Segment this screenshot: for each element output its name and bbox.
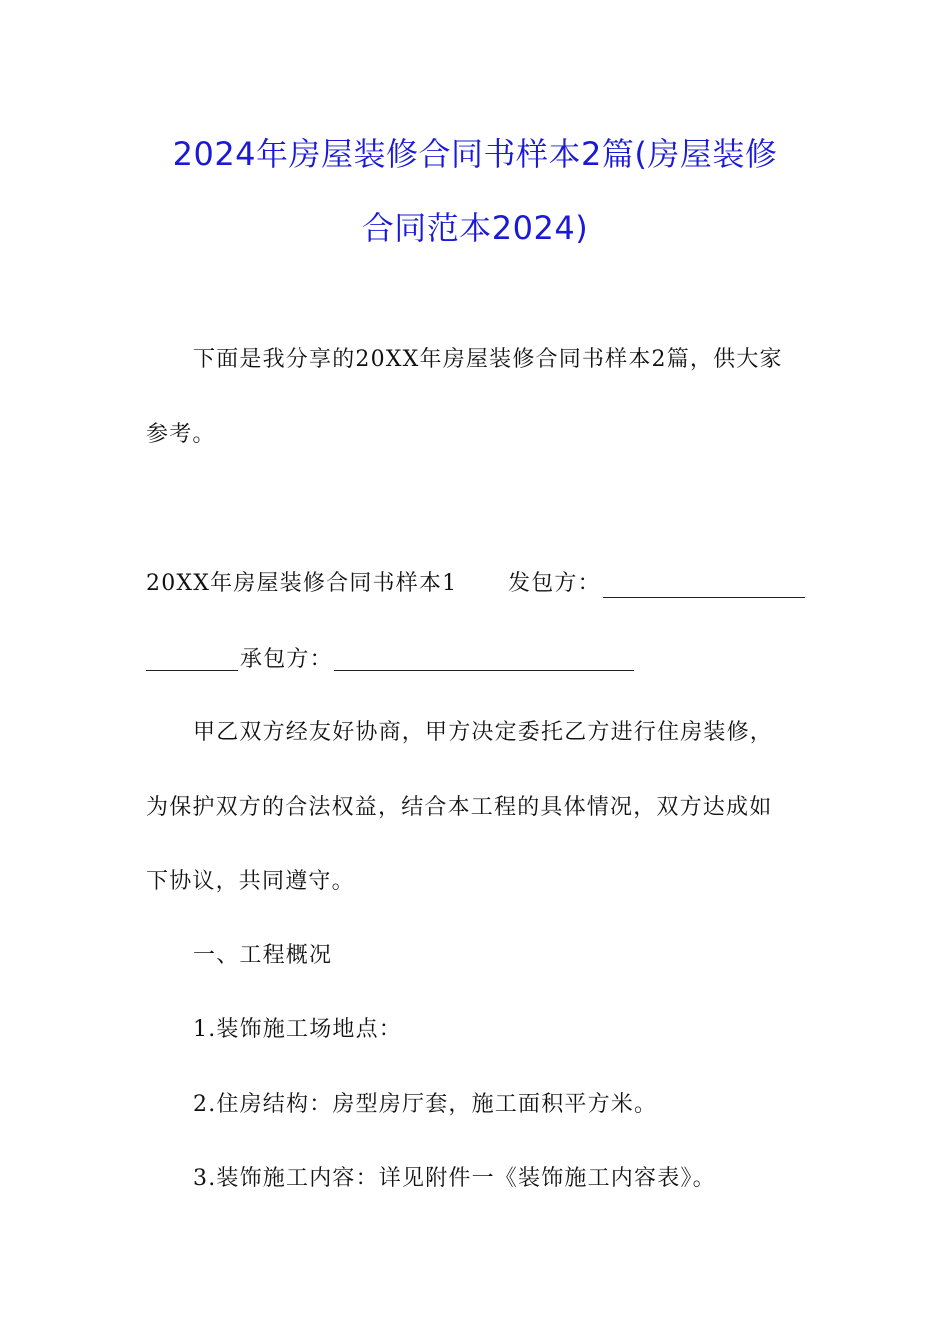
contractor-label: 承包方： [240, 647, 333, 672]
contractor-blank-line [334, 650, 634, 671]
employer-blank-line [603, 577, 805, 598]
intro-line-2: 参考。 [146, 422, 216, 447]
agreement-paragraph-line-3: 下协议，共同遵守。 [146, 869, 355, 894]
employer-blank-line-continued [146, 650, 238, 671]
document-title-line-2: 合同范本2024) [361, 209, 589, 247]
section1-item-2: 2.住房结构：房型房厅套，施工面积平方米。 [193, 1092, 658, 1117]
sample1-heading: 20XX年房屋装修合同书样本1 [146, 571, 458, 596]
section1-item-3: 3.装饰施工内容：详见附件一《装饰施工内容表》。 [193, 1166, 716, 1191]
employer-label: 发包方： [508, 571, 601, 596]
agreement-paragraph-line-1: 甲乙双方经友好协商，甲方决定委托乙方进行住房装修， [193, 720, 774, 745]
section1-item-1: 1.装饰施工场地点： [193, 1017, 402, 1042]
agreement-paragraph-line-2: 为保护双方的合法权益，结合本工程的具体情况，双方达成如 [146, 795, 773, 820]
document-title-line-1: 2024年房屋装修合同书样本2篇(房屋装修 [172, 135, 778, 173]
section1-heading: 一、工程概况 [193, 943, 333, 968]
intro-line-1: 下面是我分享的20XX年房屋装修合同书样本2篇，供大家 [193, 347, 783, 372]
